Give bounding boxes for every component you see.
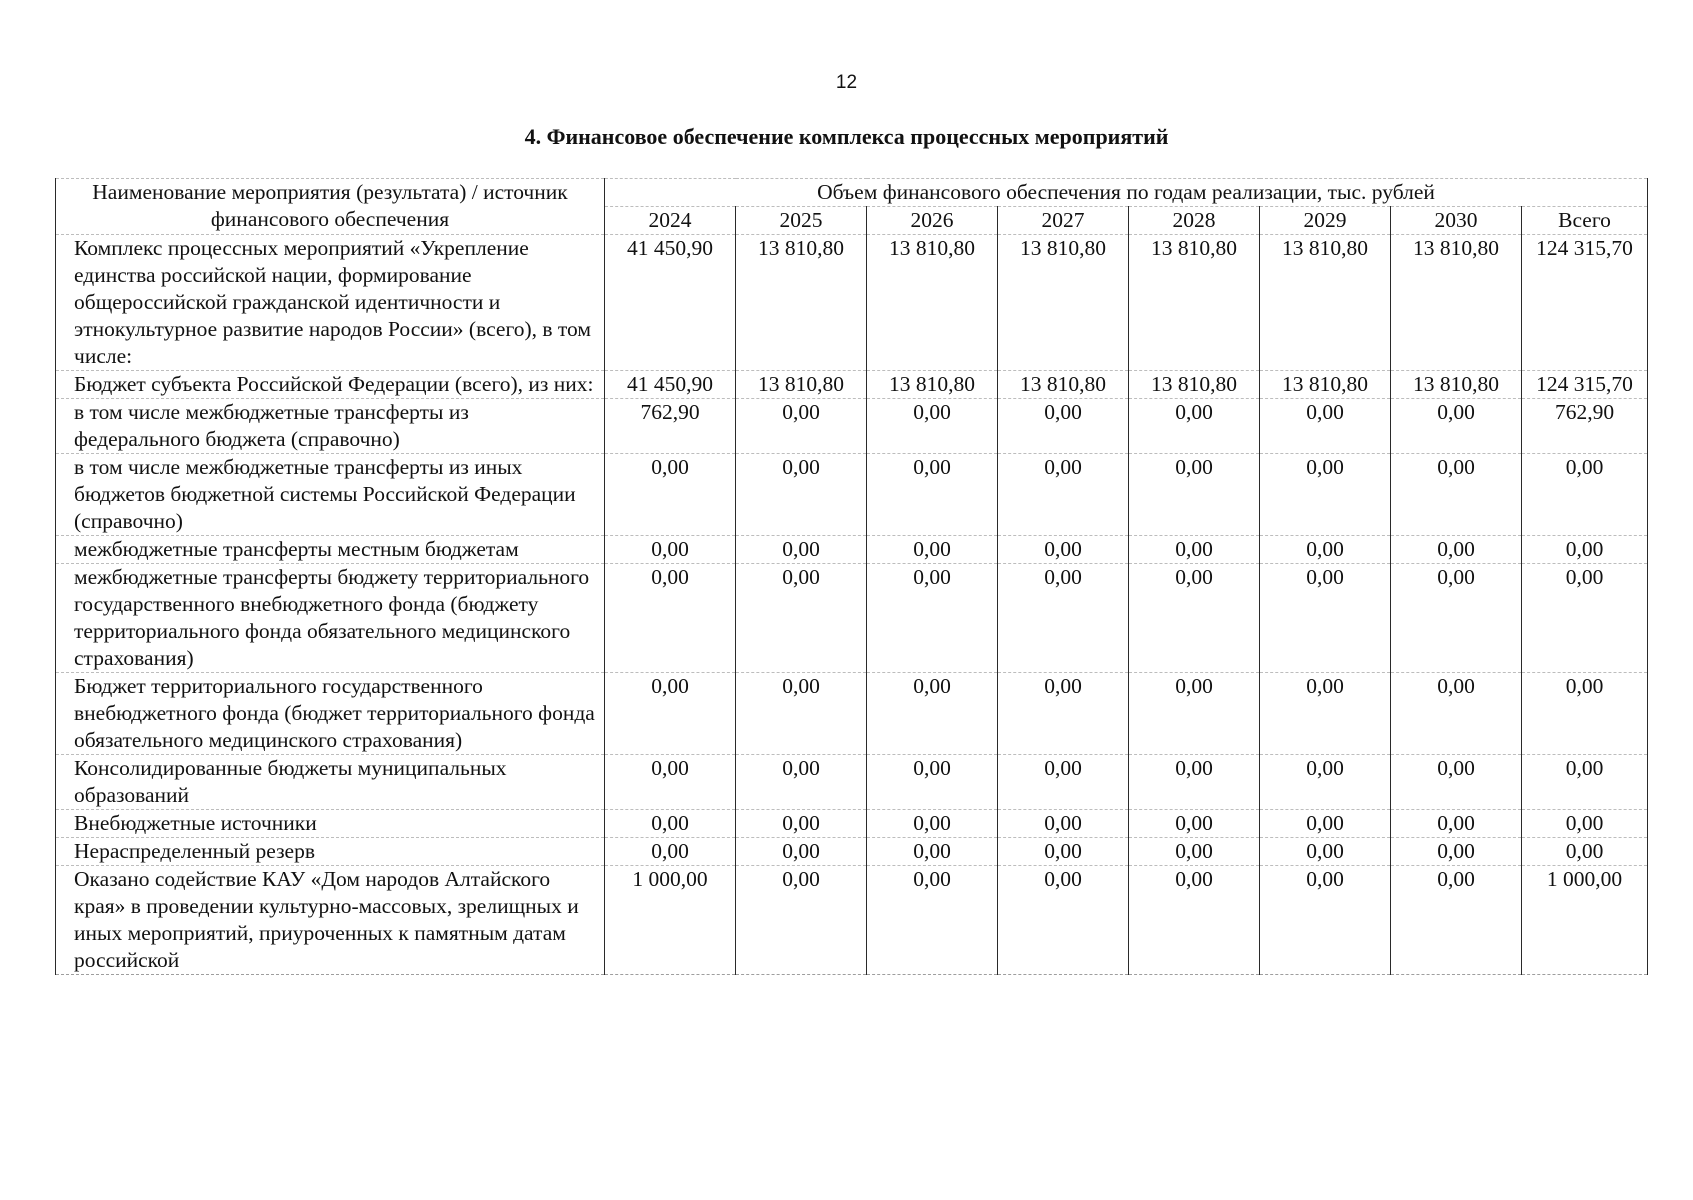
value-cell-2026: 13 810,80 bbox=[867, 235, 998, 371]
page-number: 12 bbox=[835, 72, 858, 93]
value-cell-2028: 13 810,80 bbox=[1129, 235, 1260, 371]
value-cell-2025: 0,00 bbox=[736, 564, 867, 673]
value-cell-2027: 0,00 bbox=[998, 755, 1129, 810]
value-cell-2026: 0,00 bbox=[867, 564, 998, 673]
value-cell-2029: 13 810,80 bbox=[1260, 235, 1391, 371]
value-cell-2030: 0,00 bbox=[1391, 536, 1522, 564]
value-cell-2025: 0,00 bbox=[736, 755, 867, 810]
table-row bbox=[56, 838, 1648, 866]
total-cell: 124 315,70 bbox=[1522, 235, 1648, 371]
value-cell-2028: 13 810,80 bbox=[1129, 371, 1260, 399]
table-row bbox=[56, 564, 1648, 673]
year-header-2026: 2026 bbox=[867, 207, 998, 235]
row-name: в том числе межбюджетные трансферты из иных бюджетов бюджетной системы Российской Федерации (справочно) bbox=[56, 454, 605, 536]
value-cell-2028: 0,00 bbox=[1129, 399, 1260, 454]
value-cell-2026: 0,00 bbox=[867, 454, 998, 536]
value-cell-2030: 0,00 bbox=[1391, 564, 1522, 673]
value-cell-2024: 0,00 bbox=[605, 838, 736, 866]
value-cell-2027: 0,00 bbox=[998, 673, 1129, 755]
value-cell-2028: 0,00 bbox=[1129, 866, 1260, 975]
value-cell-2029: 0,00 bbox=[1260, 755, 1391, 810]
value-cell-2026: 0,00 bbox=[867, 866, 998, 975]
row-name: межбюджетные трансферты местным бюджетам bbox=[56, 536, 605, 564]
row-name: в том числе межбюджетные трансферты из федерального бюджета (справочно) bbox=[56, 399, 605, 454]
row-name: Внебюджетные источники bbox=[56, 810, 605, 838]
value-cell-2026: 0,00 bbox=[867, 810, 998, 838]
total-cell: 0,00 bbox=[1522, 536, 1648, 564]
value-cell-2027: 0,00 bbox=[998, 564, 1129, 673]
table-row bbox=[56, 755, 1648, 810]
value-cell-2030: 0,00 bbox=[1391, 454, 1522, 536]
value-cell-2026: 0,00 bbox=[867, 536, 998, 564]
value-cell-2030: 13 810,80 bbox=[1391, 371, 1522, 399]
row-name: Консолидированные бюджеты муниципальных образований bbox=[56, 755, 605, 810]
value-cell-2028: 0,00 bbox=[1129, 810, 1260, 838]
value-cell-2028: 0,00 bbox=[1129, 673, 1260, 755]
value-cell-2026: 13 810,80 bbox=[867, 371, 998, 399]
value-cell-2030: 0,00 bbox=[1391, 810, 1522, 838]
value-cell-2024: 41 450,90 bbox=[605, 371, 736, 399]
total-cell: 1 000,00 bbox=[1522, 866, 1648, 975]
table-body bbox=[56, 235, 1648, 975]
value-cell-2026: 0,00 bbox=[867, 399, 998, 454]
value-cell-2027: 0,00 bbox=[998, 866, 1129, 975]
total-cell: 124 315,70 bbox=[1522, 371, 1648, 399]
value-cell-2030: 13 810,80 bbox=[1391, 235, 1522, 371]
value-cell-2025: 0,00 bbox=[736, 810, 867, 838]
value-cell-2029: 0,00 bbox=[1260, 673, 1391, 755]
value-cell-2024: 0,00 bbox=[605, 564, 736, 673]
value-cell-2027: 13 810,80 bbox=[998, 235, 1129, 371]
value-cell-2024: 41 450,90 bbox=[605, 235, 736, 371]
value-cell-2025: 0,00 bbox=[736, 536, 867, 564]
value-cell-2030: 0,00 bbox=[1391, 399, 1522, 454]
row-name: Бюджет субъекта Российской Федерации (всего), из них: bbox=[56, 371, 605, 399]
value-cell-2028: 0,00 bbox=[1129, 536, 1260, 564]
row-name: межбюджетные трансферты бюджету территориального государственного внебюджетного фонда (бюджету территориального фонда обязательного медицинского страхования) bbox=[56, 564, 605, 673]
value-cell-2025: 0,00 bbox=[736, 866, 867, 975]
year-header-2024: 2024 bbox=[605, 207, 736, 235]
value-cell-2027: 0,00 bbox=[998, 454, 1129, 536]
table-row bbox=[56, 371, 1648, 399]
value-cell-2027: 0,00 bbox=[998, 399, 1129, 454]
value-cell-2027: 0,00 bbox=[998, 838, 1129, 866]
value-cell-2028: 0,00 bbox=[1129, 454, 1260, 536]
value-cell-2029: 13 810,80 bbox=[1260, 371, 1391, 399]
table-row bbox=[56, 399, 1648, 454]
total-cell: 0,00 bbox=[1522, 673, 1648, 755]
value-cell-2026: 0,00 bbox=[867, 755, 998, 810]
value-cell-2024: 0,00 bbox=[605, 536, 736, 564]
row-name: Оказано содействие КАУ «Дом народов Алтайского края» в проведении культурно-массовых, зрелищных и иных мероприятий, приуроченных к памятным датам российской bbox=[56, 866, 605, 975]
value-cell-2024: 0,00 bbox=[605, 755, 736, 810]
value-cell-2026: 0,00 bbox=[867, 838, 998, 866]
value-cell-2025: 13 810,80 bbox=[736, 235, 867, 371]
value-cell-2030: 0,00 bbox=[1391, 755, 1522, 810]
table-row bbox=[56, 454, 1648, 536]
volume-column-header: Объем финансового обеспечения по годам реализации, тыс. рублей bbox=[605, 179, 1648, 207]
total-header: Всего bbox=[1522, 207, 1648, 235]
year-header-2028: 2028 bbox=[1129, 207, 1260, 235]
value-cell-2029: 0,00 bbox=[1260, 810, 1391, 838]
value-cell-2025: 0,00 bbox=[736, 454, 867, 536]
value-cell-2028: 0,00 bbox=[1129, 755, 1260, 810]
row-name: Комплекс процессных мероприятий «Укрепление единства российской нации, формирование общероссийской гражданской идентичности и этнокультурное развитие народов России» (всего), в том числе: bbox=[56, 235, 605, 371]
value-cell-2025: 13 810,80 bbox=[736, 371, 867, 399]
value-cell-2030: 0,00 bbox=[1391, 838, 1522, 866]
table-row bbox=[56, 536, 1648, 564]
value-cell-2027: 13 810,80 bbox=[998, 371, 1129, 399]
value-cell-2027: 0,00 bbox=[998, 810, 1129, 838]
value-cell-2026: 0,00 bbox=[867, 673, 998, 755]
value-cell-2028: 0,00 bbox=[1129, 564, 1260, 673]
value-cell-2025: 0,00 bbox=[736, 399, 867, 454]
table-row bbox=[56, 673, 1648, 755]
table-row bbox=[56, 810, 1648, 838]
value-cell-2029: 0,00 bbox=[1260, 564, 1391, 673]
value-cell-2029: 0,00 bbox=[1260, 399, 1391, 454]
value-cell-2024: 0,00 bbox=[605, 454, 736, 536]
value-cell-2025: 0,00 bbox=[736, 838, 867, 866]
table-row bbox=[56, 235, 1648, 371]
value-cell-2030: 0,00 bbox=[1391, 673, 1522, 755]
year-header-2025: 2025 bbox=[736, 207, 867, 235]
value-cell-2029: 0,00 bbox=[1260, 536, 1391, 564]
value-cell-2024: 0,00 bbox=[605, 810, 736, 838]
total-cell: 0,00 bbox=[1522, 454, 1648, 536]
value-cell-2029: 0,00 bbox=[1260, 866, 1391, 975]
value-cell-2029: 0,00 bbox=[1260, 838, 1391, 866]
row-name: Бюджет территориального государственного внебюджетного фонда (бюджет территориального фонда обязательного медицинского страхования) bbox=[56, 673, 605, 755]
total-cell: 0,00 bbox=[1522, 810, 1648, 838]
row-name: Нераспределенный резерв bbox=[56, 838, 605, 866]
value-cell-2027: 0,00 bbox=[998, 536, 1129, 564]
year-header-2029: 2029 bbox=[1260, 207, 1391, 235]
year-header-2030: 2030 bbox=[1391, 207, 1522, 235]
value-cell-2025: 0,00 bbox=[736, 673, 867, 755]
total-cell: 0,00 bbox=[1522, 564, 1648, 673]
total-cell: 0,00 bbox=[1522, 755, 1648, 810]
value-cell-2024: 1 000,00 bbox=[605, 866, 736, 975]
section-title: 4. Финансовое обеспечение комплекса процессных мероприятий bbox=[524, 124, 1169, 149]
value-cell-2028: 0,00 bbox=[1129, 838, 1260, 866]
value-cell-2029: 0,00 bbox=[1260, 454, 1391, 536]
value-cell-2024: 762,90 bbox=[605, 399, 736, 454]
year-header-2027: 2027 bbox=[998, 207, 1129, 235]
financing-table bbox=[55, 178, 1648, 975]
name-column-header: Наименование мероприятия (результата) / источник финансового обеспечения bbox=[56, 179, 605, 235]
total-cell: 762,90 bbox=[1522, 399, 1648, 454]
total-cell: 0,00 bbox=[1522, 838, 1648, 866]
value-cell-2024: 0,00 bbox=[605, 673, 736, 755]
value-cell-2030: 0,00 bbox=[1391, 866, 1522, 975]
header-row bbox=[56, 179, 1648, 207]
table-row bbox=[56, 866, 1648, 975]
